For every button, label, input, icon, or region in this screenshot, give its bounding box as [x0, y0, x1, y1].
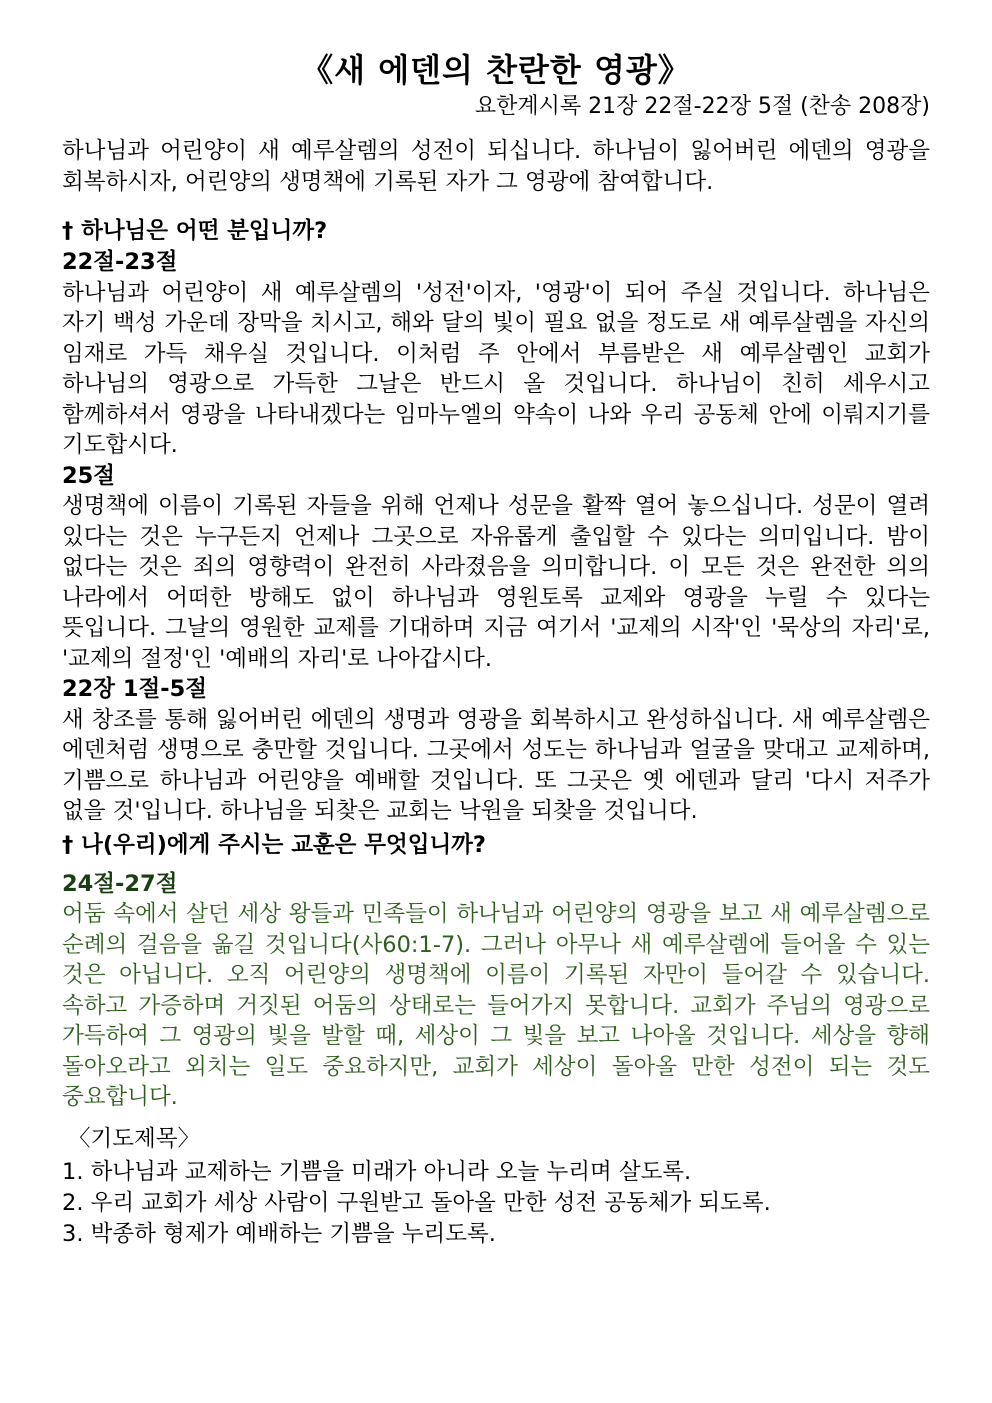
- section-heading: † 하나님은 어떤 분입니까?: [62, 218, 328, 244]
- prayer-title: 〈기도제목〉: [68, 1125, 200, 1152]
- verse-paragraph: 어둠 속에서 살던 세상 왕들과 민족들이 하나님과 어린양의 영광을 보고 새 예루살렘으로 순례의 걸음을 옮길 것입니다(사60:1-7). 그러나 아무나 새 예루살렘에 들어올 수 있는 것은 아닙니다. 오직 어린양의 생명책에 이름이 기록된 자만이 들어갈 수 있습니다. 속하고 가증하며 거짓된 어둠의 상태로는 들어가지 못합니다. 교회가 주님의 영광으로 가득하여 그 영광의 빛을 발할 때, 세상이 그 빛을 보고 나아올 것입니다. 세상을 향해 돌아오라고 외치는 일도 중요하지만, 교회가 세상이 돌아올 만한 성전이 되는 것도 중요합니다.: [62, 901, 930, 1110]
- prayer-item: 3. 박종하 형제가 예배하는 기쁨을 누리도록.: [62, 1220, 496, 1247]
- verse-label: 24절-27절: [62, 870, 178, 897]
- verse-paragraph: 생명책에 이름이 기록된 자들을 위해 언제나 성문을 활짝 열어 놓으십니다. 성문이 열려 있다는 것은 누구든지 언제나 그곳으로 자유롭게 출입할 수 있다는 의미입니다. 밤이 없다는 것은 죄의 영향력이 완전히 사라졌음을 의미합니다. 이 모든 것은 완전한 의의 나라에서 어떠한 방해도 없이 하나님과 영원토록 교제와 영광을 누릴 수 있다는 뜻입니다. 그날의 영원한 교제를 기대하며 지금 여기서 '교제의 시작'인 '묵상의 자리'로, '교제의 절정'인 '예배의 자리'로 나아갑시다.: [62, 493, 930, 672]
- prayer-section: [62, 1123, 930, 1250]
- devotional-page: [62, 48, 930, 1250]
- verse-block: [62, 247, 930, 461]
- prayer-item: 2. 우리 교회가 세상 사람이 구원받고 돌아올 만한 성전 공동체가 되도록.: [62, 1189, 771, 1216]
- spacer: [62, 197, 930, 215]
- verse-paragraph: 하나님과 어린양이 새 예루살렘의 '성전'이자, '영광'이 되어 주실 것입니다. 하나님은 자기 백성 가운데 장막을 치시고, 해와 달의 빛이 필요 없을 정도로 새 예루살렘을 자신의 임재로 가득 채우실 것입니다. 이처럼 주 안에서 부름받은 새 예루살렘인 교회가 하나님의 영광으로 가득한 그날은 반드시 올 것입니다. 하나님이 친히 세우시고 함께하셔서 영광을 나타내겠다는 임마누엘의 약속이 나와 우리 공동체 안에 이뤄지기를 기도합시다.: [62, 279, 930, 458]
- verse-paragraph: 새 창조를 통해 잃어버린 에덴의 생명과 영광을 회복하시고 완성하십니다. 새 예루살렘은 에덴처럼 생명으로 충만할 것입니다. 그곳에서 성도는 하나님과 얼굴을 맞대고 교제하며, 기쁨으로 하나님과 어린양을 예배할 것입니다. 또 그곳은 옛 에덴과 달리 '다시 저주가 없을 것'입니다. 하나님을 되찾은 교회는 낙원을 되찾을 것입니다.: [62, 706, 930, 824]
- page-title: 《새 에덴의 찬란한 영광》: [301, 51, 691, 89]
- section-heading: † 나(우리)에게 주시는 교훈은 무엇입니까?: [62, 831, 486, 858]
- section-who-is-god: [62, 215, 930, 827]
- verse-block: [62, 461, 930, 675]
- prayer-list: [62, 1157, 930, 1250]
- prayer-item: 1. 하나님과 교제하는 기쁨을 미래가 아니라 오늘 누리며 살도록.: [62, 1158, 692, 1185]
- intro-paragraph: 하나님과 어린양이 새 예루살렘의 성전이 되십니다. 하나님이 잃어버린 에덴의 영광을 회복하시자, 어린양의 생명책에 기록된 자가 그 영광에 참여합니다.: [62, 138, 930, 195]
- verse-label: 22절-23절: [62, 249, 178, 275]
- verse-block: [62, 674, 930, 827]
- section-lesson: [62, 829, 930, 1113]
- verse-label: 22장 1절-5절: [62, 676, 207, 702]
- verse-label: 25절: [62, 462, 116, 489]
- scripture-reference: 요한계시록 21장 22절-22장 5절 (찬송 208장): [474, 94, 930, 119]
